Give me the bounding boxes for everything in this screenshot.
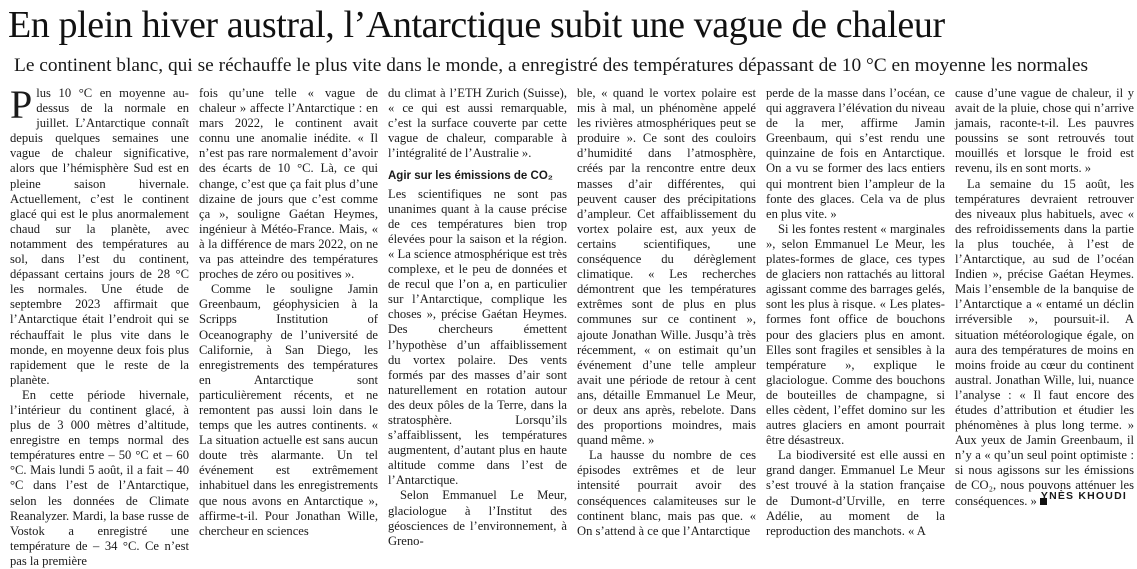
section-subhead: Agir sur les émissions de CO₂ (388, 170, 553, 183)
article-column-4 (577, 86, 756, 569)
article-paragraph: cause d’une vague de chaleur, il y avait de la pluie, chose qui n’arrive jamais, raconte-t-il. Les pauvres poussins se sont retrouvés tout mouillés et lorsque le froid est revenu, ils en sont morts. » (955, 86, 1134, 176)
dropcap: P (10, 82, 33, 127)
headline: En plein hiver austral, l’Antarctique subit une vague de chaleur (8, 4, 945, 46)
article-paragraph: fois qu’une telle « vague de chaleur » affecte l’Antarctique : en mars 2022, le continent avait connu une anomalie inédite. « Il n’est pas rare normalement d’avoir des écarts de 10 °C. Là, ce qui change, c’est que ça fait plus d’une dizaine de jours que c’est comme ça », souligne Gaétan Heymes, ingénieur à Météo-France. Mais, « à la différence de mars 2022, on ne va pas atteindre des températures proches de zéro ou positives ». (199, 86, 378, 282)
article-column-1 (10, 82, 189, 569)
article-paragraph: La hausse du nombre de ces épisodes extrêmes et de leur intensité pourrait avoir des conséquences calamiteuses sur le continent blanc, mais pas que. « On s’attend à ce que l’Antarctique (577, 448, 756, 538)
article-paragraph: La semaine du 15 août, les températures devraient retrouver des niveaux plus habituels, avec « des refroidissements dans la partie la plus touchée, à l’est de l’Antarctique, au sud de l’océan Indien », précise Gaétan Heymes. Mais l’ensemble de la banquise de l’Antarctique a « entamé un déclin irréversible », poursuit-il. A situation météorologique égale, on aura des températures de moins en moins froide au cœur du continent austral. Jonathan Wille, lui, nuance l’analyse : « Il faut encore des études d’attribution et étudier les phénomènes à plus long terme. » Aux yeux de Jamin Greenbaum, il n’y a « qu’un seul point optimiste : si nous agissons sur les émissions de CO₂, nous pouvons atténuer les conséquences. » (955, 176, 1134, 508)
article-paragraph: perde de la masse dans l’océan, ce qui aggravera l’élévation du niveau de la mer, affirme Jamin Greenbaum, qui s’est rendu une quinzaine de fois en Antarctique. On a vu se former des lacs entiers qui montrent bien l’ampleur de la fonte des glaces. Cela va de plus en plus vite. » (766, 86, 945, 221)
article-paragraph: La biodiversité est elle aussi en grand danger. Emmanuel Le Meur s’est trouvé à la station française de Dumont-d’Urville, en terre Adélie, au moment de la reproduction des manchots. « A (766, 448, 945, 538)
article-paragraph: Plus 10 °C en moyenne au-dessus de la normale en juillet. L’Antarctique connaît depuis quelques semaines une vague de chaleur significative, alors que l’hémisphère Sud est en pleine saison hivernale. Actuellement, c’est le continent glacé qui est le plus anormalement chaud sur la planète, avec notamment des températures au sol, dans l’est du continent, dépassant certains jours de 28 °C les normales. Une étude de septembre 2023 affirmait que l’Antarctique était l’endroit qui se réchauffait le plus vite dans le monde, en moyenne deux fois plus rapidement que le reste de la planète. (10, 82, 189, 387)
article-column-3 (388, 86, 567, 569)
article-paragraph: Selon Emmanuel Le Meur, glaciologue à l’Institut des géosciences de l’environnement, à Greno- (388, 488, 567, 548)
article-paragraph: En cette période hivernale, l’intérieur du continent glacé, à plus de 3 000 mètres d’altitude, enregistre en temps normal des températures entre – 50 °C et – 60 °C. Mais lundi 5 août, il a fait – 40 °C dans l’est de l’Antarctique, selon les données de Climate Reanalyzer. Mardi, la base russe de Vostok a enregistré une température de – 34 °C. Ce n’est pas la première (10, 387, 189, 568)
article-paragraph: Si les fontes restent « marginales », selon Emmanuel Le Meur, les plates-formes de glace, ces types de glaciers non rattachés au littoral agissant comme des barrages gelés, sont les plus à risque. « Les plates-formes font office de bouchons pour des glaciers plus en amont. Elles sont fragiles et sensibles à la température », explique le glaciologue. Comme des bouchons de bouteilles de champagne, si elles cèdent, l’effet domino sur les autres glaciers en amont pourrait être désastreux. (766, 221, 945, 448)
article-paragraph: Comme le souligne Jamin Greenbaum, géophysicien à la Scripps Institution of Oceanography de l’université de Californie, à San Diego, les enregistrements des températures en Antarctique sont particulièrement récents, et ne remontent pas aussi loin dans le temps que les autres continents. « La situation actuelle est sans aucun doute très alarmante. Un tel événement est extrêmement inhabituel dans les enregistrements que nous avons en Antarctique », affirme-t-il. Pour Jonathan Wille, chercheur en sciences (199, 282, 378, 538)
article-column-5 (766, 86, 945, 569)
article-column-2 (199, 86, 378, 569)
standfirst: Le continent blanc, qui se réchauffe le plus vite dans le monde, a enregistré des températures dépassant de 10 °C en moyenne les normales (14, 55, 1089, 76)
article-paragraph: ble, « quand le vortex polaire est mis à mal, un phénomène appelé les rivières atmosphériques peut se produire ». Ce sont des couloirs d’humidité dans l’atmosphère, créés par la rencontre entre deux masses d’air différentes, qui peuvent causer des précipitations d’ampleur. Cet affaiblissement du vortex polaire est, aux yeux de certains scientifiques, une conséquence du dérèglement climatique. « Les recherches démontrent que les températures extrêmes sont de plus en plus communes sur ce continent », ajoute Jonathan Wille. Jusqu’à très récemment, « on estimait qu’un événement d’une telle ampleur avait une période de retour à cent ans, détaille Emmanuel Le Meur, or deux ans après, rebelote. Dans des proportions moindres, mais quand même. » (577, 86, 756, 448)
article-paragraph: du climat à l’ETH Zurich (Suisse), « ce qui est aussi remarquable, c’est la surface couverte par cette vague de chaleur, comparable à l’intégralité de l’Australie ». (388, 86, 567, 161)
author-byline: YNÈS KHOUDI (1040, 490, 1127, 502)
article-paragraph: Les scientifiques ne sont pas unanimes quant à la cause précise de ces températures bien trop élevées pour la saison et la région. « La science atmosphérique est très complexe, et le peu de données et de recul que l’on a, en particulier sur l’Antarctique, complique les choses », précise Gaétan Heymes. Des chercheurs émettent l’hypothèse d’un affaiblissement du vortex polaire. Des vents formés par des masses d’air sont naturellement en rotation autour des deux pôles de la Terre, dans la stratosphère. Lorsqu’ils s’affaiblissent, les températures augmentent, d’autant plus en haute altitude comme dans l’est de l’Antarctique. (388, 186, 567, 488)
